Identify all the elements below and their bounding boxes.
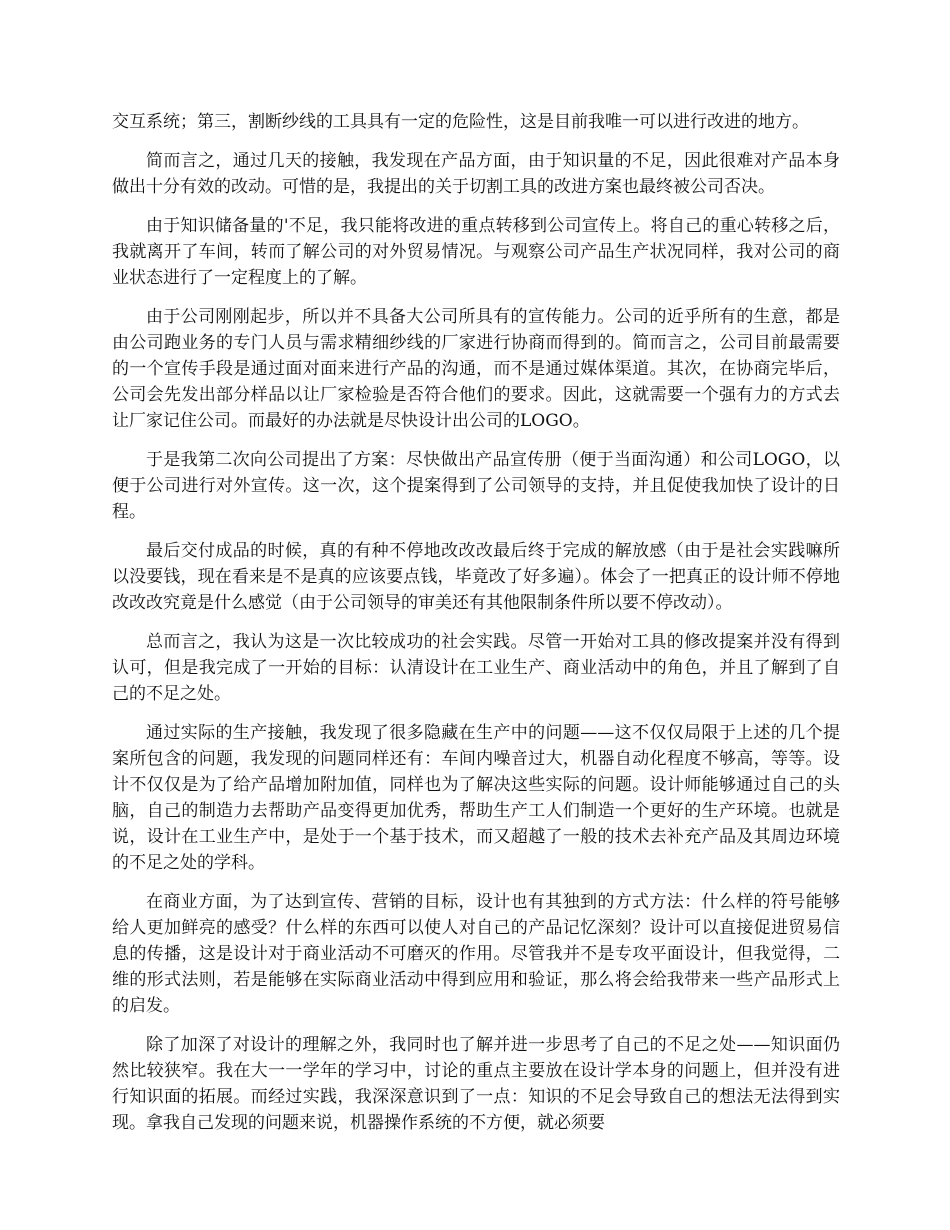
paragraph-3: 由于知识储备量的'不足，我只能将改进的重点转移到公司宣传上。将自己的重心转移之后，我就离开了车间，转而了解公司的对外贸易情况。与观察公司产品生产状况同样，我对公司的商业状态进行了一定程度上的了解。 <box>112 216 840 288</box>
paragraph-9: 在商业方面，为了达到宣传、营销的目标，设计也有其独到的方式方法：什么样的符号能够给人更加鲜亮的感受？什么样的东西可以使人对自己的产品记忆深刻？设计可以直接促进贸易信息的传播，这是设计对于商业活动不可磨灭的作用。尽管我并不是专攻平面设计，但我觉得，二维的形式法则，若是能够在实际商业活动中得到应用和验证，那么将会给我带来一些产品形式上的启发。 <box>112 892 840 1016</box>
document-body <box>112 109 840 1149</box>
paragraph-6: 最后交付成品的时候，真的有种不停地改改改最后终于完成的解放感（由于是社会实践嘛所以没要钱，现在看来是不是真的应该要点钱，毕竟改了好多遍）。体会了一把真正的设计师不停地改改改究竟是什么感觉（由于公司领导的审美还有其他限制条件所以要不停改动）。 <box>112 541 840 613</box>
paragraph-2: 简而言之，通过几天的接触，我发现在产品方面，由于知识量的不足，因此很难对产品本身做出十分有效的改动。可惜的是，我提出的关于切割工具的改进方案也最终被公司否决。 <box>112 151 840 197</box>
paragraph-5: 于是我第二次向公司提出了方案：尽快做出产品宣传册（便于当面沟通）和公司LOGO，以便于公司进行对外宣传。这一次，这个提案得到了公司领导的支持，并且促使我加快了设计的日程。 <box>112 450 840 522</box>
paragraph-4: 由于公司刚刚起步，所以并不具备大公司所具有的宣传能力。公司的近乎所有的生意，都是由公司跑业务的专门人员与需求精细纱线的厂家进行协商而得到的。简而言之，公司目前最需要的一个宣传手段是通过面对面来进行产品的沟通，而不是通过媒体渠道。其次，在协商完毕后，公司会先发出部分样品以让厂家检验是否符合他们的要求。因此，这就需要一个强有力的方式去让厂家记住公司。而最好的办法就是尽快设计出公司的LOGO。 <box>112 307 840 431</box>
paragraph-8: 通过实际的生产接触，我发现了很多隐藏在生产中的问题——这不仅仅局限于上述的几个提案所包含的问题，我发现的问题同样还有：车间内噪音过大，机器自动化程度不够高，等等。设计不仅仅是为了给产品增加附加值，同样也为了解决这些实际的问题。设计师能够通过自己的头脑，自己的制造力去帮助产品变得更加优秀，帮助生产工人们制造一个更好的生产环境。也就是说，设计在工业生产中，是处于一个基于技术，而又超越了一般的技术去补充产品及其周边环境的不足之处的学科。 <box>112 723 840 873</box>
paragraph-7: 总而言之，我认为这是一次比较成功的社会实践。尽管一开始对工具的修改提案并没有得到认可，但是我完成了一开始的目标：认清设计在工业生产、商业活动中的角色，并且了解到了自己的不足之处。 <box>112 632 840 704</box>
paragraph-1: 交互系统；第三，割断纱线的工具具有一定的危险性，这是目前我唯一可以进行改进的地方。 <box>112 112 809 132</box>
paragraph-10: 除了加深了对设计的理解之外，我同时也了解并进一步思考了自己的不足之处——知识面仍然比较狭窄。我在大一一学年的学习中，讨论的重点主要放在设计学本身的问题上，但并没有进行知识面的拓展。而经过实践，我深深意识到了一点：知识的不足会导致自己的想法无法得到实现。拿我自己发现的问题来说，机器操作系统的不方便，就必须要 <box>112 1035 840 1133</box>
